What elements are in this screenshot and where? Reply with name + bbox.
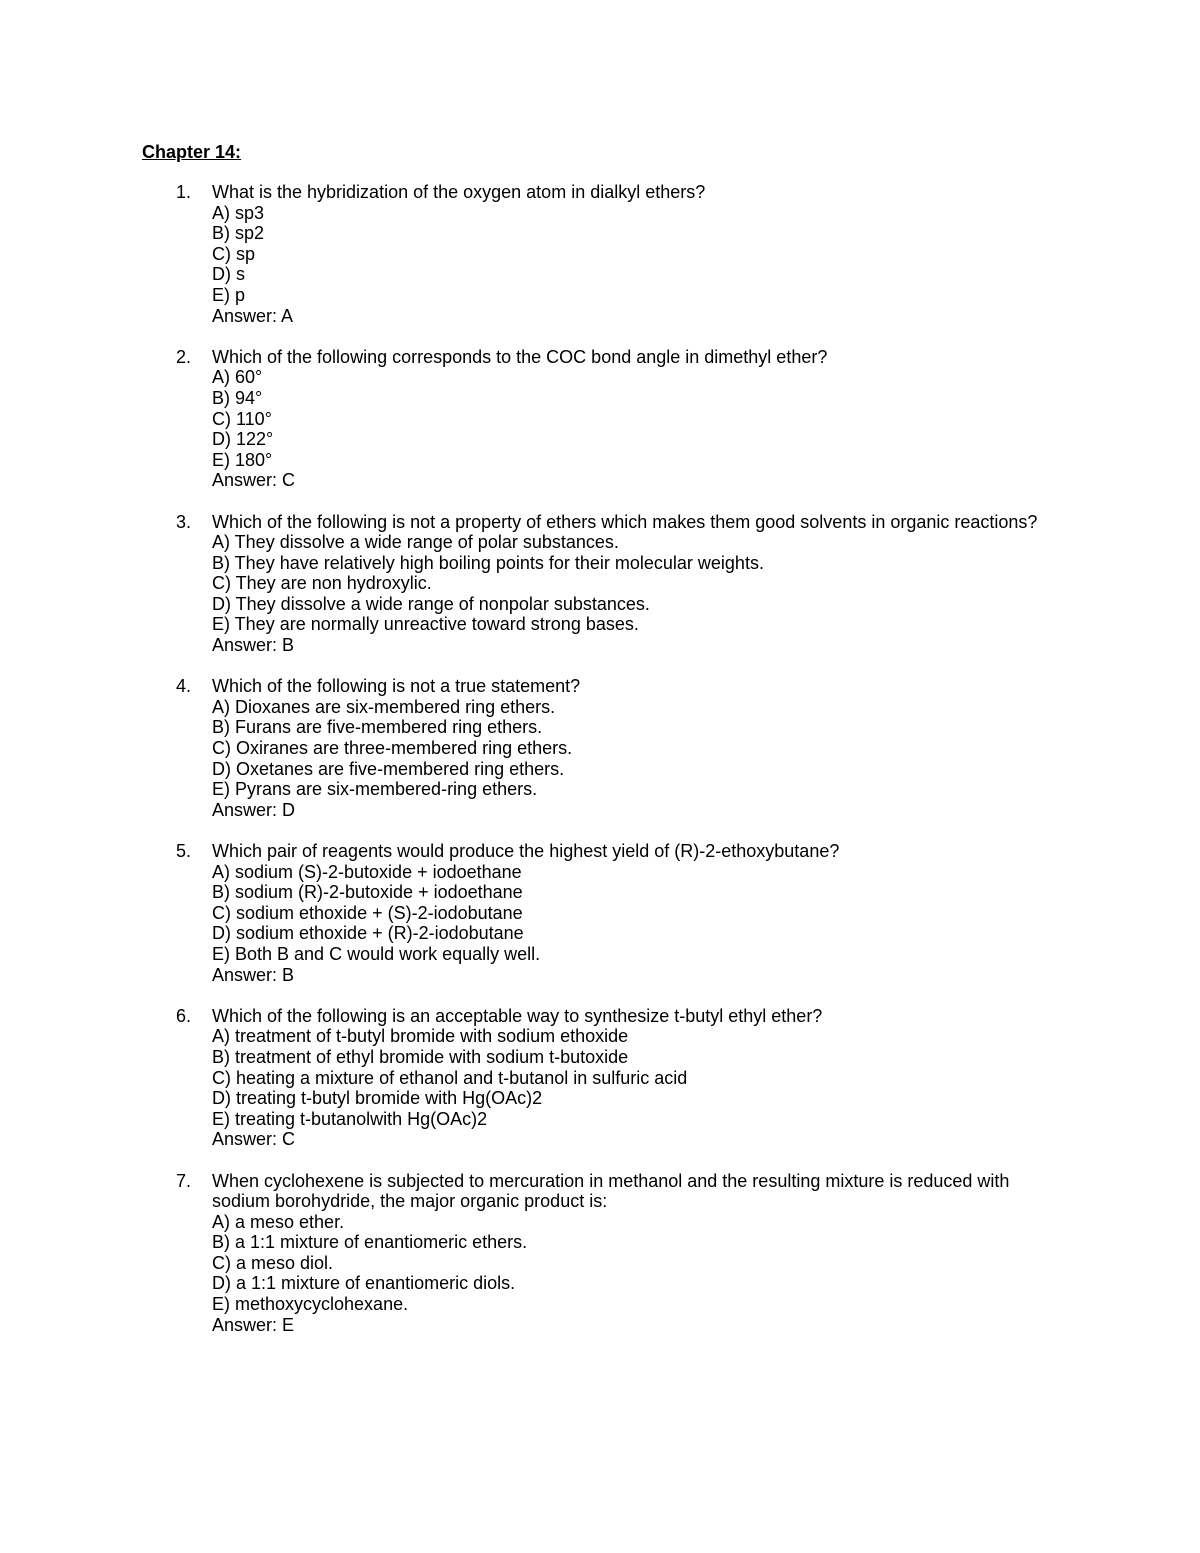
question-text: Which of the following corresponds to the COC bond angle in dimethyl ether? <box>212 346 828 367</box>
answer-option: B) sp2 <box>212 223 265 244</box>
question-item <box>176 1006 1066 1150</box>
answer-key: Answer: C <box>212 1129 296 1150</box>
answer-option: A) 60° <box>212 367 263 388</box>
answer-option: E) p <box>212 284 246 305</box>
answer-option: B) They have relatively high boiling points for their molecular weights. <box>212 552 764 573</box>
question-number: 7. <box>176 1170 192 1191</box>
answer-key: Answer: C <box>212 470 296 491</box>
answer-key: Answer: B <box>212 964 295 985</box>
answer-option: C) Oxiranes are three-membered ring ethers. <box>212 738 573 759</box>
answer-key: Answer: B <box>212 635 295 656</box>
question-number: 1. <box>176 182 192 202</box>
answer-option: E) treating t-butanolwith Hg(OAc)2 <box>212 1108 488 1129</box>
answer-option: A) sodium (S)-2-butoxide + iodoethane <box>212 861 522 882</box>
answer-option: B) treatment of ethyl bromide with sodium t-butoxide <box>212 1046 629 1067</box>
question-text: Which pair of reagents would produce the highest yield of (R)-2-ethoxybutane? <box>212 841 840 861</box>
answer-option: D) s <box>212 264 245 285</box>
question-item <box>176 347 1066 491</box>
answer-key: Answer: A <box>212 305 294 326</box>
question-item <box>176 512 1066 656</box>
answer-option: E) They are normally unreactive toward strong bases. <box>212 614 639 635</box>
answer-option: C) They are non hydroxylic. <box>212 573 432 594</box>
answer-option: E) 180° <box>212 449 273 470</box>
answer-option: C) sp <box>212 243 256 264</box>
answer-option: B) sodium (R)-2-butoxide + iodoethane <box>212 882 523 903</box>
answer-option: A) treatment of t-butyl bromide with sodium ethoxide <box>212 1026 629 1047</box>
question-number: 3. <box>176 511 192 532</box>
answer-option: D) Oxetanes are five-membered ring ethers. <box>212 758 565 779</box>
answer-option: A) Dioxanes are six-membered ring ethers. <box>212 696 556 717</box>
answer-key: Answer: E <box>212 1314 295 1335</box>
question-number: 6. <box>176 1005 192 1026</box>
answer-option: A) They dissolve a wide range of polar substances. <box>212 532 619 553</box>
answer-option: C) sodium ethoxide + (S)-2-iodobutane <box>212 902 523 923</box>
question-item <box>176 1171 1066 1336</box>
question-number: 2. <box>176 346 192 367</box>
question-list <box>176 182 1066 1356</box>
answer-option: D) 122° <box>212 429 274 450</box>
chapter-title: Chapter 14: <box>142 142 242 162</box>
question-item <box>176 182 1066 326</box>
question-text: Which of the following is an acceptable way to synthesize t-butyl ethyl ether? <box>212 1005 823 1026</box>
answer-key: Answer: D <box>212 799 296 820</box>
answer-option: D) They dissolve a wide range of nonpolar substances. <box>212 593 650 614</box>
answer-option: B) Furans are five-membered ring ethers. <box>212 717 543 738</box>
answer-option: C) 110° <box>212 408 272 429</box>
answer-option: D) treating t-butyl bromide with Hg(OAc)2 <box>212 1088 543 1109</box>
answer-option: B) 94° <box>212 387 263 408</box>
question-number: 5. <box>176 841 192 861</box>
answer-option: C) heating a mixture of ethanol and t-butanol in sulfuric acid <box>212 1067 688 1088</box>
answer-option: D) a 1:1 mixture of enantiomeric diols. <box>212 1273 516 1294</box>
answer-option: E) Both B and C would work equally well. <box>212 943 541 964</box>
answer-option: E) methoxycyclohexane. <box>212 1294 409 1315</box>
answer-option: A) sp3 <box>212 202 265 223</box>
question-item <box>176 841 1066 985</box>
question-text: When cyclohexene is subjected to mercuration in methanol and the resulting mixture is reduced with sodium borohydride, the major organic product is: <box>212 1170 1010 1212</box>
answer-option: C) a meso diol. <box>212 1252 334 1273</box>
question-item <box>176 676 1066 820</box>
question-text: What is the hybridization of the oxygen atom in dialkyl ethers? <box>212 182 706 202</box>
answer-option: E) Pyrans are six-membered-ring ethers. <box>212 779 538 800</box>
answer-option: A) a meso ether. <box>212 1211 345 1232</box>
answer-option: B) a 1:1 mixture of enantiomeric ethers. <box>212 1232 528 1253</box>
question-number: 4. <box>176 676 192 697</box>
answer-option: D) sodium ethoxide + (R)-2-iodobutane <box>212 923 524 944</box>
question-text: Which of the following is not a property of ethers which makes them good solvents in organic reactions? <box>212 511 1038 532</box>
question-text: Which of the following is not a true statement? <box>212 676 581 697</box>
